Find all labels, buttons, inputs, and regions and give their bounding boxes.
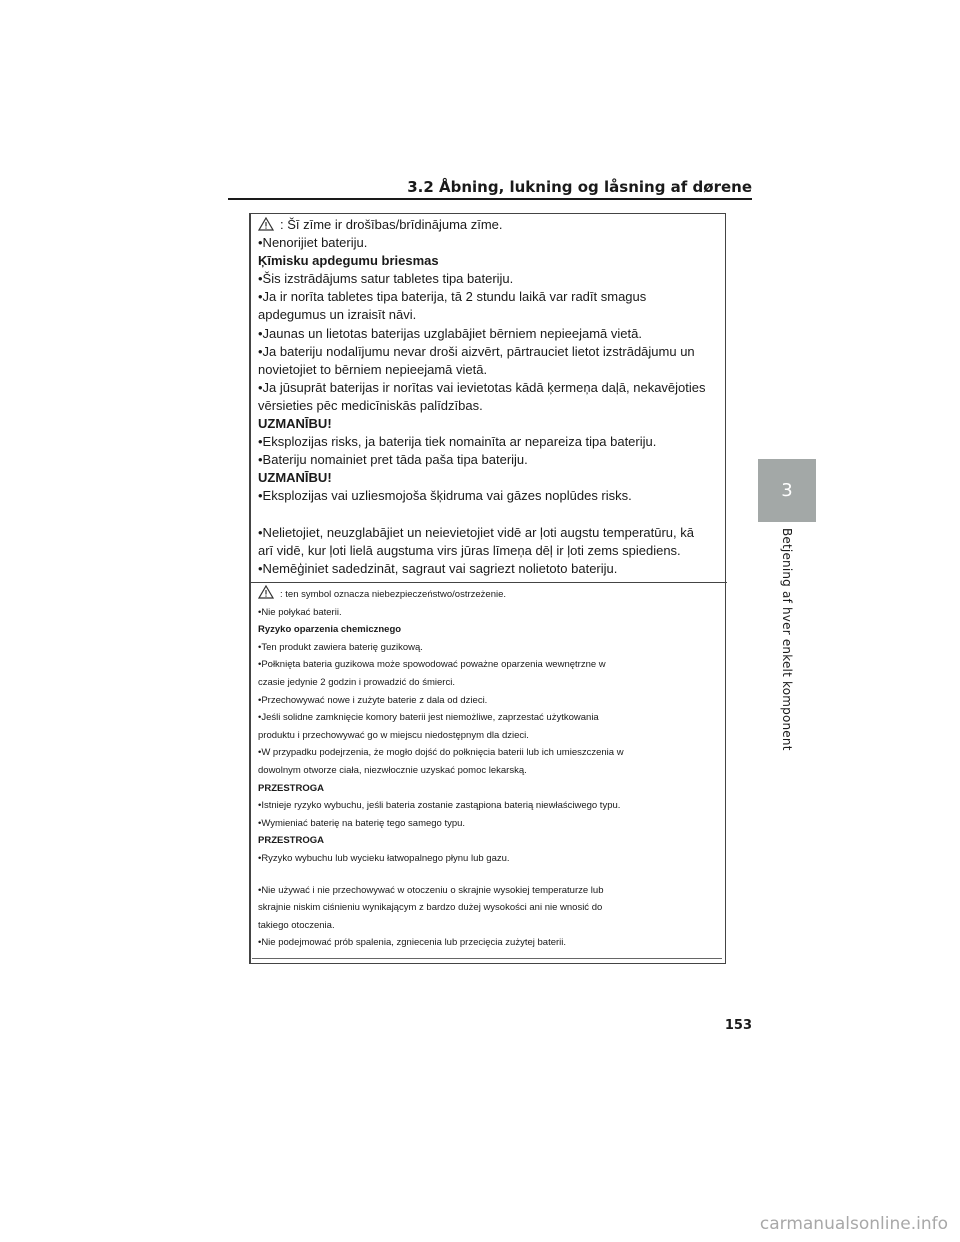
latvian-line: •Eksplozijas vai uzliesmojoša šķidruma vai gāzes noplūdes risks. xyxy=(258,488,632,504)
latvian-line: •Ja jūsuprāt baterijas ir norītas vai ievietotas kādā ķermeņa daļā, nekavējoties xyxy=(258,379,706,395)
latvian-symbol-line xyxy=(258,216,718,234)
latvian-line: •Šis izstrādājums satur tabletes tipa bateriju. xyxy=(258,271,514,287)
latvian-line: •Bateriju nomainiet pret tāda paša tipa bateriju. xyxy=(258,452,528,468)
polish-heading: PRZESTROGA xyxy=(258,835,324,847)
label-bottom-rule xyxy=(252,958,722,959)
polish-line: •Istnieje ryzyko wybuchu, jeśli bateria zostanie zastąpiona baterią niewłaściwego typu. xyxy=(258,800,621,812)
polish-line: •Jeśli solidne zamknięcie komory baterii jest niemożliwe, zaprzestać użytkowania xyxy=(258,712,599,724)
latvian-warning-text xyxy=(258,216,718,578)
polish-line: produktu i przechowywać go w miejscu niedostępnym dla dzieci. xyxy=(258,729,529,741)
latvian-line: •Eksplozijas risks, ja baterija tiek nomainīta ar nepareiza tipa bateriju. xyxy=(258,434,657,450)
chapter-tab[interactable]: 3 xyxy=(758,459,816,522)
polish-line: •Połknięta bateria guzikowa może spowodować poważne oparzenia wewnętrzne w xyxy=(258,659,606,671)
polish-heading: Ryzyko oparzenia chemicznego xyxy=(258,624,402,636)
latvian-line: •Ja bateriju nodalījumu nevar droši aizvērt, pārtrauciet lietot izstrādājumu un xyxy=(258,343,695,359)
section-title: 3.2 Åbning, lukning og låsning af dørene xyxy=(407,178,752,196)
polish-symbol-text: : ten symbol oznacza niebezpieczeństwo/ostrzeżenie. xyxy=(280,589,507,600)
polish-line: takiego otoczenia. xyxy=(258,919,335,931)
latvian-line: •Nelietojiet, neuzglabājiet un neievietojiet vidē ar ļoti augstu temperatūru, kā xyxy=(258,524,694,540)
polish-line: •Nie podejmować prób spalenia, zgniecenia lub przecięcia zużytej baterii. xyxy=(258,937,567,949)
latvian-heading: Ķīmisku apdegumu briesmas xyxy=(258,253,439,269)
latvian-line: arī vidē, kur ļoti lielā augstuma virs jūras līmeņa dēļ ir ļoti zems spiediens. xyxy=(258,542,681,558)
warning-triangle-icon xyxy=(258,217,274,231)
polish-line: •W przypadku podejrzenia, że mogło dojść do połknięcia baterii lub ich umieszczenia w xyxy=(258,747,624,759)
polish-line: •Ten produkt zawiera baterię guzikową. xyxy=(258,641,423,653)
latvian-symbol-text: : Šī zīme ir drošības/brīdinājuma zīme. xyxy=(280,217,503,232)
page-number: 153 xyxy=(724,1018,752,1033)
polish-symbol-line xyxy=(258,585,718,604)
polish-line: •Nie używać i nie przechowywać w otoczeniu o skrajnie wysokiej temperaturze lub xyxy=(258,884,604,896)
polish-line: •Przechowywać nowe i zużyte baterie z dala od dzieci. xyxy=(258,694,488,706)
polish-line: •Ryzyko wybuchu lub wycieku łatwopalnego płynu lub gazu. xyxy=(258,852,510,864)
polish-line: •Nie połykać baterii. xyxy=(258,606,342,618)
latvian-line: •Nemēģiniet sadedzināt, sagraut vai sagriezt nolietoto bateriju. xyxy=(258,560,618,576)
latvian-line: novietojiet to bērniem nepieejamā vietā. xyxy=(258,361,488,377)
latvian-heading: UZMANĪBU! xyxy=(258,470,332,486)
polish-line: •Wymieniać baterię na baterię tego samego typu. xyxy=(258,817,466,829)
latvian-line: •Ja ir norīta tabletes tipa baterija, tā 2 stundu laikā var radīt smagus xyxy=(258,289,647,305)
polish-line: dowolnym otworze ciała, niezwłocznie uzyskać pomoc lekarską. xyxy=(258,764,527,776)
latvian-line: •Jaunas un lietotas baterijas uzglabājiet bērniem nepieejamā vietā. xyxy=(258,325,642,341)
chapter-side-label-text: Betjening af hver enkelt komponent xyxy=(780,528,794,751)
polish-line: czasie jedynie 2 godzin i prowadzić do śmierci. xyxy=(258,676,455,688)
language-divider xyxy=(249,582,727,583)
polish-heading: PRZESTROGA xyxy=(258,782,324,794)
latvian-line: •Nenorijiet bateriju. xyxy=(258,235,368,251)
latvian-heading: UZMANĪBU! xyxy=(258,416,332,432)
polish-line: skrajnie niskim ciśnieniu wynikającym z bardzo dużej wysokości ani nie wnosić do xyxy=(258,902,603,914)
watermark: carmanualsonline.info xyxy=(759,1214,948,1234)
latvian-line: apdegumus un izraisīt nāvi. xyxy=(258,307,417,323)
warning-triangle-icon xyxy=(258,585,274,599)
latvian-line: vērsieties pēc medicīniskās palīdzības. xyxy=(258,397,483,413)
polish-warning-text xyxy=(258,585,718,952)
header-rule xyxy=(228,198,752,200)
